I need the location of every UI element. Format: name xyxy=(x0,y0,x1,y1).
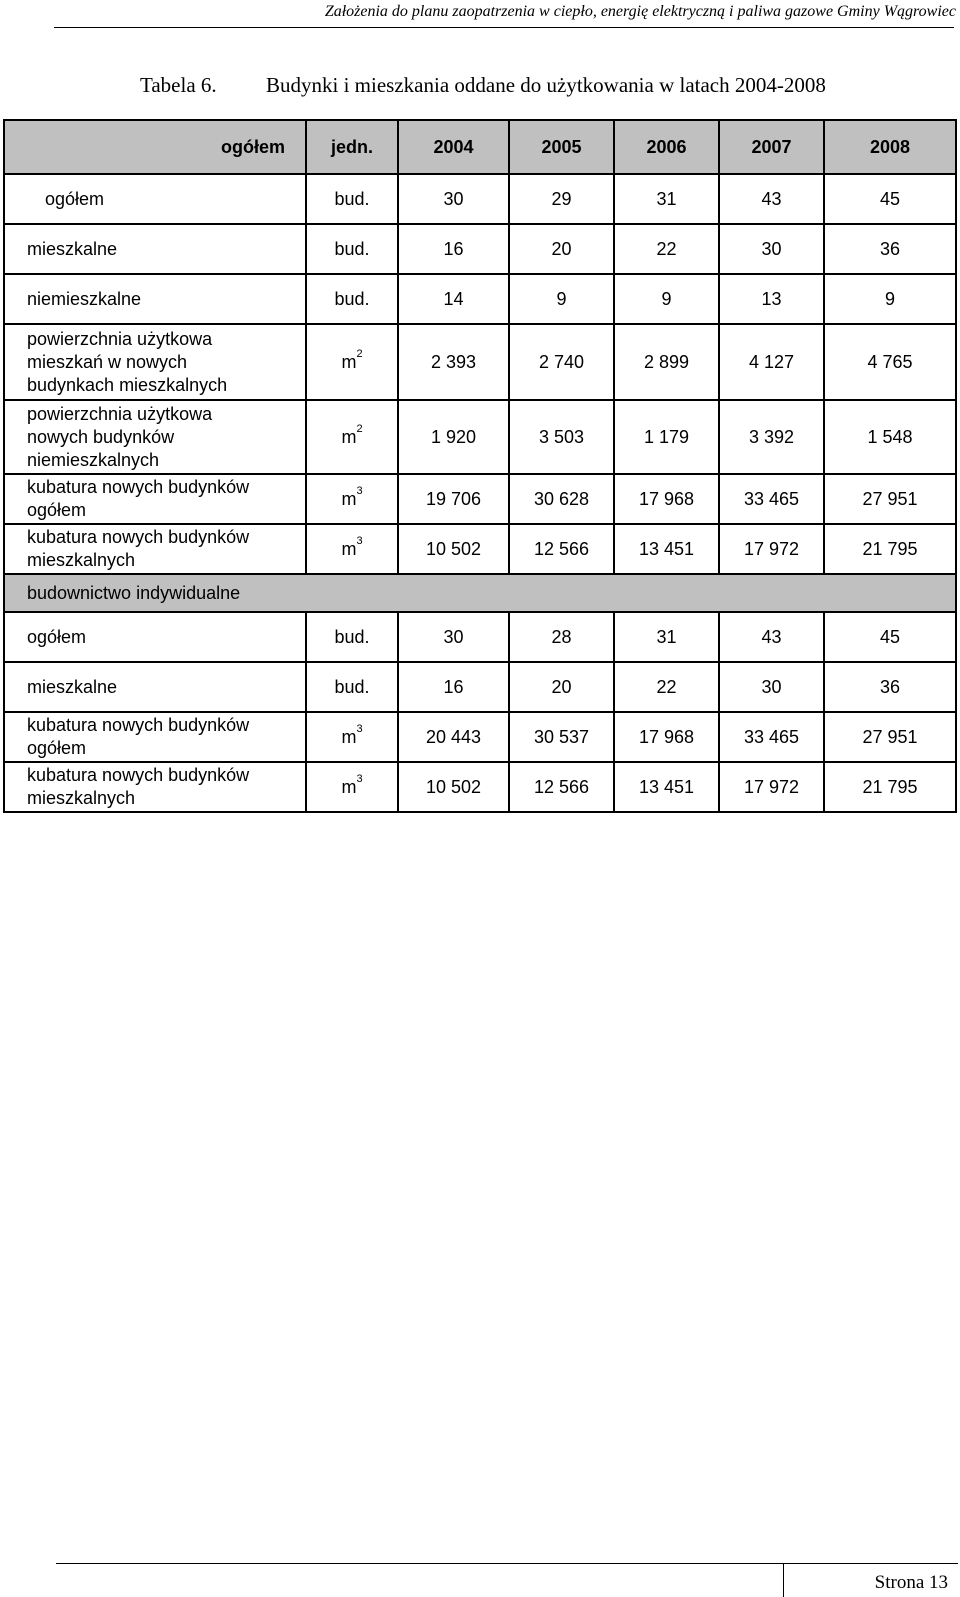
value-cell: 2 740 xyxy=(509,324,614,400)
value-cell: 12 566 xyxy=(509,762,614,812)
value-cell: 43 xyxy=(719,612,824,662)
row-label xyxy=(4,474,306,524)
value-cell: 17 972 xyxy=(719,524,824,574)
value-cell: 16 xyxy=(398,224,509,274)
row-unit: $m^3$ xyxy=(306,474,398,524)
row-label-line: mieszkań w nowych xyxy=(27,351,188,372)
value-cell: 30 xyxy=(719,662,824,712)
value-cell: 27 951 xyxy=(824,474,956,524)
row-unit: $m^2$ xyxy=(306,324,398,400)
value-cell: 2 393 xyxy=(398,324,509,400)
value-cell: 12 566 xyxy=(509,524,614,574)
row-label: mieszkalne xyxy=(4,224,306,274)
header-cell-year: 2007 xyxy=(719,120,824,174)
value-cell: 2 899 xyxy=(614,324,719,400)
row-label xyxy=(4,712,306,762)
value-cell: 31 xyxy=(614,612,719,662)
row-label-line: kubatura nowych budynków xyxy=(27,765,250,785)
value-cell: 10 502 xyxy=(398,762,509,812)
value-cell: 20 443 xyxy=(398,712,509,762)
value-cell: 33 465 xyxy=(719,712,824,762)
table-row xyxy=(4,762,956,812)
table-row xyxy=(4,712,956,762)
value-cell: 33 465 xyxy=(719,474,824,524)
section-row xyxy=(4,574,956,612)
value-cell: 36 xyxy=(824,224,956,274)
value-cell: 1 920 xyxy=(398,400,509,474)
row-label-line: powierzchnia użytkowa xyxy=(27,403,213,424)
header-cell-unit: jedn. xyxy=(306,120,398,174)
row-label-line: nowych budynków xyxy=(27,426,175,447)
value-cell: 13 xyxy=(719,274,824,324)
buildings-table xyxy=(3,119,957,813)
value-cell: 30 628 xyxy=(509,474,614,524)
row-unit: bud. xyxy=(306,224,398,274)
value-cell: 28 xyxy=(509,612,614,662)
value-cell: 13 451 xyxy=(614,762,719,812)
value-cell: 3 503 xyxy=(509,400,614,474)
row-label xyxy=(4,762,306,812)
row-label-line: kubatura nowych budynków xyxy=(27,477,250,497)
table-row xyxy=(4,524,956,574)
header-cell-year: 2006 xyxy=(614,120,719,174)
value-cell: 45 xyxy=(824,612,956,662)
row-label-line: kubatura nowych budynków xyxy=(27,715,250,735)
value-cell: 14 xyxy=(398,274,509,324)
value-cell: 30 xyxy=(398,612,509,662)
table-row xyxy=(4,474,956,524)
table-row xyxy=(4,274,956,324)
value-cell: 4 765 xyxy=(824,324,956,400)
row-label-line: mieszkalnych xyxy=(27,550,136,570)
table-row xyxy=(4,224,956,274)
value-cell: 22 xyxy=(614,662,719,712)
value-cell: 30 537 xyxy=(509,712,614,762)
table-row xyxy=(4,400,956,474)
table-header-row xyxy=(4,120,956,174)
row-unit: $m^3$ xyxy=(306,762,398,812)
value-cell: 30 xyxy=(398,174,509,224)
value-cell: 36 xyxy=(824,662,956,712)
row-unit: $m^3$ xyxy=(306,712,398,762)
row-unit: bud. xyxy=(306,274,398,324)
table-row xyxy=(4,662,956,712)
row-label xyxy=(4,524,306,574)
value-cell: 13 451 xyxy=(614,524,719,574)
value-cell: 19 706 xyxy=(398,474,509,524)
value-cell: 31 xyxy=(614,174,719,224)
value-cell: 45 xyxy=(824,174,956,224)
value-cell: 21 795 xyxy=(824,762,956,812)
value-cell: 1 179 xyxy=(614,400,719,474)
table-number: Tabela 6. xyxy=(140,73,217,97)
row-label-line: kubatura nowych budynków xyxy=(27,527,250,547)
value-cell: 21 795 xyxy=(824,524,956,574)
value-cell: 30 xyxy=(719,224,824,274)
header-divider xyxy=(54,27,954,28)
value-cell: 27 951 xyxy=(824,712,956,762)
table-row xyxy=(4,174,956,224)
header-cell-year: 2004 xyxy=(398,120,509,174)
header-cell-year: 2005 xyxy=(509,120,614,174)
row-unit: $m^3$ xyxy=(306,524,398,574)
value-cell: 1 548 xyxy=(824,400,956,474)
row-label: ogółem xyxy=(4,174,306,224)
footer-divider xyxy=(56,1563,958,1564)
row-unit: bud. xyxy=(306,174,398,224)
row-label: mieszkalne xyxy=(4,662,306,712)
value-cell: 9 xyxy=(824,274,956,324)
header-cell-year: 2008 xyxy=(824,120,956,174)
row-label: ogółem xyxy=(4,612,306,662)
value-cell: 10 502 xyxy=(398,524,509,574)
value-cell: 3 392 xyxy=(719,400,824,474)
row-label-line: niemieszkalnych xyxy=(27,449,160,470)
row-unit: $m^2$ xyxy=(306,400,398,474)
value-cell: 17 968 xyxy=(614,474,719,524)
row-unit: bud. xyxy=(306,662,398,712)
section-label: budownictwo indywidualne xyxy=(4,574,956,612)
row-label xyxy=(4,324,306,400)
value-cell: 9 xyxy=(509,274,614,324)
value-cell: 17 972 xyxy=(719,762,824,812)
row-label-line: ogółem xyxy=(27,500,87,520)
value-cell: 43 xyxy=(719,174,824,224)
row-label-line: budynkach mieszkalnych xyxy=(27,374,228,395)
row-label-line: mieszkalnych xyxy=(27,788,136,808)
table-title: Budynki i mieszkania oddane do użytkowania w latach 2004-2008 xyxy=(266,73,826,97)
row-label: niemieszkalne xyxy=(4,274,306,324)
page-number: Strona 13 xyxy=(874,1572,948,1593)
value-cell: 4 127 xyxy=(719,324,824,400)
value-cell: 22 xyxy=(614,224,719,274)
value-cell: 17 968 xyxy=(614,712,719,762)
value-cell: 29 xyxy=(509,174,614,224)
footer-separator xyxy=(783,1563,784,1597)
value-cell: 20 xyxy=(509,224,614,274)
row-label xyxy=(4,400,306,474)
table-row xyxy=(4,324,956,400)
value-cell: 9 xyxy=(614,274,719,324)
header-cell-first: ogółem xyxy=(4,120,306,174)
value-cell: 20 xyxy=(509,662,614,712)
value-cell: 16 xyxy=(398,662,509,712)
row-unit: bud. xyxy=(306,612,398,662)
row-label-line: ogółem xyxy=(27,738,87,758)
row-label-line: powierzchnia użytkowa xyxy=(27,328,213,349)
table-row xyxy=(4,612,956,662)
running-header: Założenia do planu zaopatrzenia w ciepło, energię elektryczną i paliwa gazowe Gminy Wągrowiec xyxy=(324,3,956,20)
